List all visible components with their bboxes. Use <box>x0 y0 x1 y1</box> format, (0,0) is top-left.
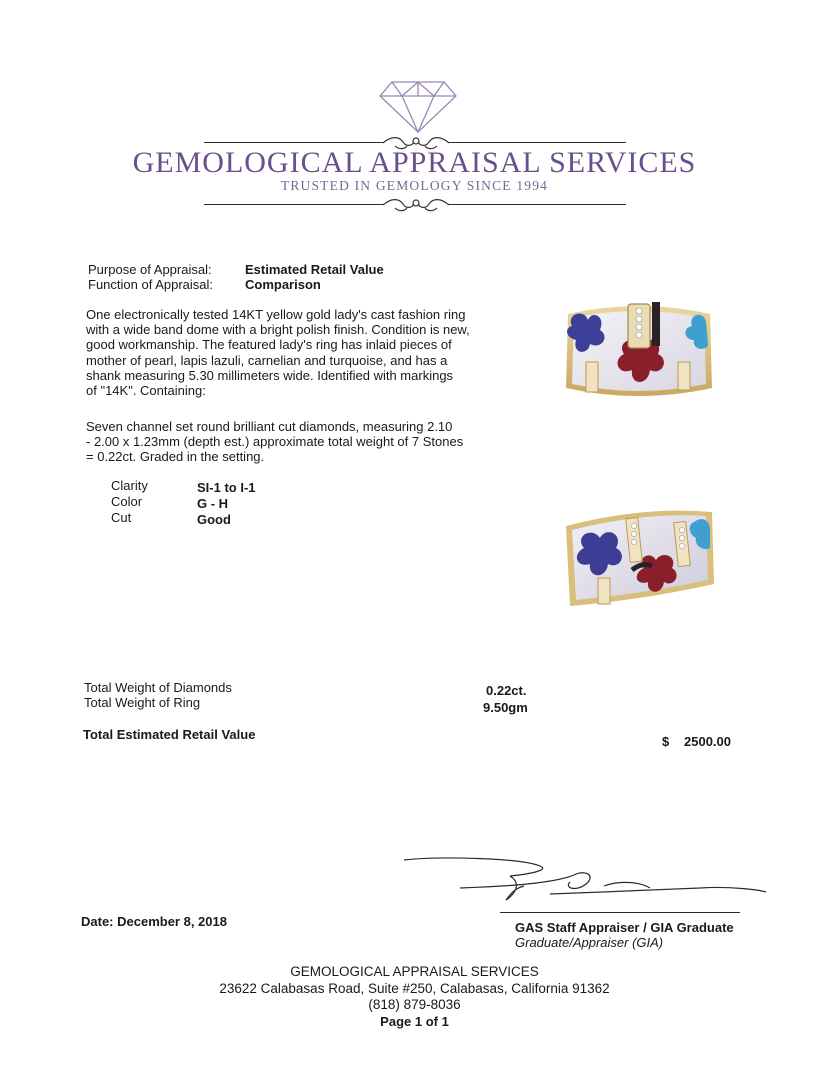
appraiser-title: GAS Staff Appraiser / GIA Graduate <box>515 920 734 935</box>
total-ring-weight-label: Total Weight of Ring <box>84 695 201 710</box>
purpose-label: Purpose of Appraisal: <box>88 262 212 277</box>
retail-value-label: Total Estimated Retail Value <box>83 727 256 742</box>
footer-company: GEMOLOGICAL APPRAISAL SERVICES <box>290 964 539 979</box>
ring-angled-photo <box>562 504 714 614</box>
function-value: Comparison <box>245 277 321 292</box>
description-line: with a wide band dome with a bright polish finish. Condition is new, <box>86 322 470 338</box>
description-line: One electronically tested 14KT yellow gold lady's cast fashion ring <box>86 307 466 322</box>
description-line: mother of pearl, lapis lazuli, carnelian and turquoise, and has a <box>86 352 448 368</box>
purpose-value: Estimated Retail Value <box>245 262 384 277</box>
scroll-ornament-bottom-icon <box>381 196 451 214</box>
header-bottom-rule <box>204 204 384 205</box>
footer-phone: (818) 879-8036 <box>368 997 461 1012</box>
appraiser-subtitle: Graduate/Appraiser (GIA) <box>515 935 664 950</box>
cut-value: Good <box>197 512 231 527</box>
function-label: Function of Appraisal: <box>88 277 214 292</box>
footer-page-number: Page 1 of 1 <box>380 1014 449 1029</box>
diamond-logo-icon <box>378 78 458 134</box>
description-line: shank measuring 5.30 millimeters wide. Identified with markings <box>86 367 454 383</box>
ring-description <box>86 307 498 398</box>
clarity-value: SI-1 to I-1 <box>197 480 256 495</box>
footer-address: 23622 Calabasas Road, Suite #250, Calabasas, California 91362 <box>219 981 610 996</box>
appraiser-signature <box>400 852 770 912</box>
total-ring-weight-value: 9.50gm <box>483 700 528 715</box>
description-line: good workmanship. The featured lady's ring has inlaid pieces of <box>86 337 452 353</box>
clarity-label: Clarity <box>111 478 148 493</box>
retail-currency: $ <box>662 734 670 749</box>
signature-line <box>500 912 740 913</box>
total-diamond-weight-value: 0.22ct. <box>486 683 527 698</box>
appraisal-date: Date: December 8, 2018 <box>81 914 227 929</box>
diamond-line: = 0.22ct. Graded in the setting. <box>86 449 265 465</box>
company-name: GEMOLOGICAL APPRAISAL SERVICES <box>132 146 697 179</box>
diamond-line: Seven channel set round brilliant cut diamonds, measuring 2.10 <box>86 419 453 434</box>
description-line: of "14K". Containing: <box>86 383 206 399</box>
ring-front-photo <box>562 296 714 406</box>
company-tagline: TRUSTED IN GEMOLOGY SINCE 1994 <box>280 178 549 193</box>
color-value: G - H <box>197 496 229 511</box>
color-label: Color <box>111 494 143 509</box>
retail-value: 2500.00 <box>684 734 731 749</box>
cut-label: Cut <box>111 510 132 525</box>
header-bottom-rule-right <box>448 204 626 205</box>
diamond-description <box>86 419 498 465</box>
header-top-rule <box>204 142 384 143</box>
header-top-rule-right <box>448 142 626 143</box>
diamond-line: - 2.00 x 1.23mm (depth est.) approximate total weight of 7 Stones <box>86 434 464 450</box>
total-diamond-weight-label: Total Weight of Diamonds <box>84 680 232 695</box>
